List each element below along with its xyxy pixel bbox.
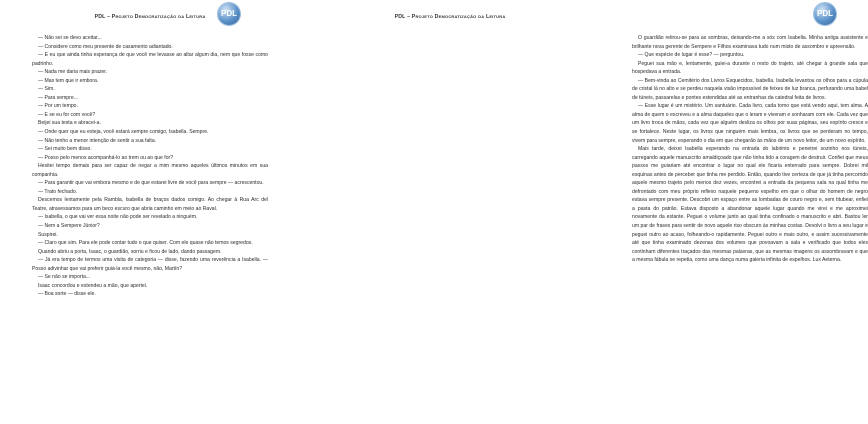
paragraph: — Que espécie de lugar é esse? — perguntou. — [638, 52, 745, 59]
paragraph: Descemos lentamente pela Rambla, Isabella de braços dados comigo. Ao chegar à Rua Arc del Teatre, atravessamos para um beco escuro que abria caminho em meio ao Raval. — [32, 197, 268, 212]
paragraph: Mais tarde, deixei Isabella esperando na entrada do labirinto e penetrei sozinho nos túneis, carregando aquele manuscrito amaldiçoado que não tinha tido a coragem de destruir. Confiei que meus passos me guiariam até encontrar o lugar no qual ele ficaria enterrado para sempre. Dobrei mil esquinas antes de perceber que tinha me perdido. Então, quando tive certeza de que já tinha percorrido aquele mesmo trajeto pelo menos dez vezes, encontrei a entrada da pequena sala na qual tinha me defrontado com meu próprio reflexo naquele pequeno espelho em que o olhar do homem de negro estava sempre presente. Descobri um espaço entre as lombadas de couro negro e, sem titubear, enfiei a pasta do patrão. Estava disposto a abandonar aquele lugar quando me virei e me aproximei novamente da estante. Peguei o volume junto ao qual tinha confinado o manuscrito e abri. Bastou ler um par de frases para sentir de novo aquele riso obscuro às minhas costas. Devolvi o livro a seu lugar e peguei outro ao acaso, folheando-o rapidamente. Peguei outro e mais outro, e assim sucessivamente até que tinha examinado dezenas dos volumes que povoavam a sala e verificado que todos eles continham diferentes traçados das mesmas palavras, que as mesmas imagens os assombravam e que a mesma fábula se repetia, como uma dança numa galeria infinita de espelhos. Lux Aeterna. — [632, 146, 868, 264]
paragraph: Hesitei tempo demais para ser capaz de negar a mim mesmo aqueles últimos minutos em sua companhia. — [32, 163, 268, 178]
paragraph: — Sim. — [38, 86, 55, 93]
right-page — [300, 0, 868, 424]
paragraph: — E eu que ainda tinha esperança de que você me levasse ao altar algum dia, nem que fosse como padrinho. — [32, 52, 268, 67]
paragraph: — E se eu for com você? — [38, 111, 96, 118]
right-page-body — [632, 34, 868, 265]
paragraph: — Boa sorte — disse ele. — [38, 291, 96, 298]
paragraph: — Já era tempo de termos uma visita de categoria — disse, fazendo uma reverência a Isabella. — Posso adivinhar que vai preferir guiá-la você mesmo, não, Martín? — [32, 257, 268, 272]
paragraph: Quando abriu a porta, Isaac, o guardião, sorriu e ficou de lado, dando passagem. — [38, 248, 222, 255]
paragraph: — Para sempre... — [38, 94, 78, 101]
page-header-right — [300, 14, 600, 20]
paragraph: Peguei sua mão e, lentamente, guiei-a durante o resto do trajeto, até chegar à grande sala que hospedava a entrada. — [632, 60, 868, 76]
paragraph: — Onde quer que eu esteja, você estará sempre comigo, Isabella. Sempre. — [38, 129, 209, 136]
paragraph: — Por um tempo. — [38, 103, 78, 110]
paragraph: — Esse lugar é um mistério. Um santuário. Cada livro, cada tomo que está vendo aqui, tem alma. A alma de quem o escreveu e a alma daqueles que o leram e viveram e sonharam com ele. Cada vez que um livro troca de mãos, cada vez que alguém desliza os olhos por suas páginas, seu espírito cresce e se fortalece. Neste lugar, os livros que ninguém mais lembra, os livros que se perderam no tempo, vivem para sempre, esperando o dia em que chegarão às mãos de um novo leitor, de um novo espírito. — [632, 103, 868, 144]
paragraph: — Claro que sim. Para ele pode contar tudo o que quiser. Com ele quase não temos segredos. — [38, 240, 253, 247]
paragraph: Suspirei. — [38, 231, 58, 238]
paragraph: — Nem a Sempere Júnior? — [38, 223, 100, 230]
left-page-body — [32, 34, 268, 299]
paragraph: — Não tenho a menor intenção de sentir a sua falta. — [38, 137, 157, 144]
paragraph: — Considere como meu presente de casamento adiantado. — [38, 43, 173, 50]
header-text: PDL – Projeto Democratização da Leitura — [394, 14, 506, 20]
paragraph: — Nada me daria mais prazer. — [38, 69, 108, 76]
paragraph: Isaac concordou e estendeu a mão, que apertei. — [38, 282, 148, 289]
paragraph: — Para garantir que vai embora mesmo e de que estarei livre de você para sempre — acrescentou. — [38, 180, 264, 187]
pdl-logo-icon — [814, 3, 836, 25]
paragraph: — Trato fechado. — [38, 188, 78, 195]
paragraph: — Mas tem que ir embora. — [38, 77, 99, 84]
header-text: PDL – Projeto Democratização da Leitura — [94, 14, 206, 20]
paragraph: O guardião retirou-se para as sombras, deixando-me a sós com Isabella. Minha antiga assistente e brilhante nova gerente de Sempere e Filhos examinava tudo num misto de assombro e apreensão. — [632, 35, 868, 50]
pdl-logo-icon — [218, 3, 240, 25]
paragraph: — Se não se importa... — [38, 274, 91, 281]
paragraph: — Isabella, o que vai ver essa noite não pode ser revelado a ninguém. — [38, 214, 198, 221]
paragraph: — Bem-vinda ao Cemitério dos Livros Esquecidos, Isabella. Isabella levantou os olhos para a cúpula de cristal lá no alto e se perdeu naquela visão impossível de feixes de luz branca, perfurando uma babel de túneis, passarelas e pontes estendidas até as entranhas da catedral feita de livros. — [632, 77, 868, 101]
paragraph: — Não sei se devo aceitar... — [38, 35, 102, 41]
logo-text: PDL — [221, 9, 237, 18]
logo-text: PDL — [817, 9, 833, 18]
left-page — [0, 0, 300, 424]
paragraph: — Posso pelo menos acompanhá-lo ao trem ou ao que for? — [38, 154, 174, 161]
page-header-left — [0, 14, 300, 20]
paragraph: Beijei sua testa e abracei-a. — [38, 120, 101, 127]
paragraph: — Sei muito bem disso. — [38, 146, 92, 153]
